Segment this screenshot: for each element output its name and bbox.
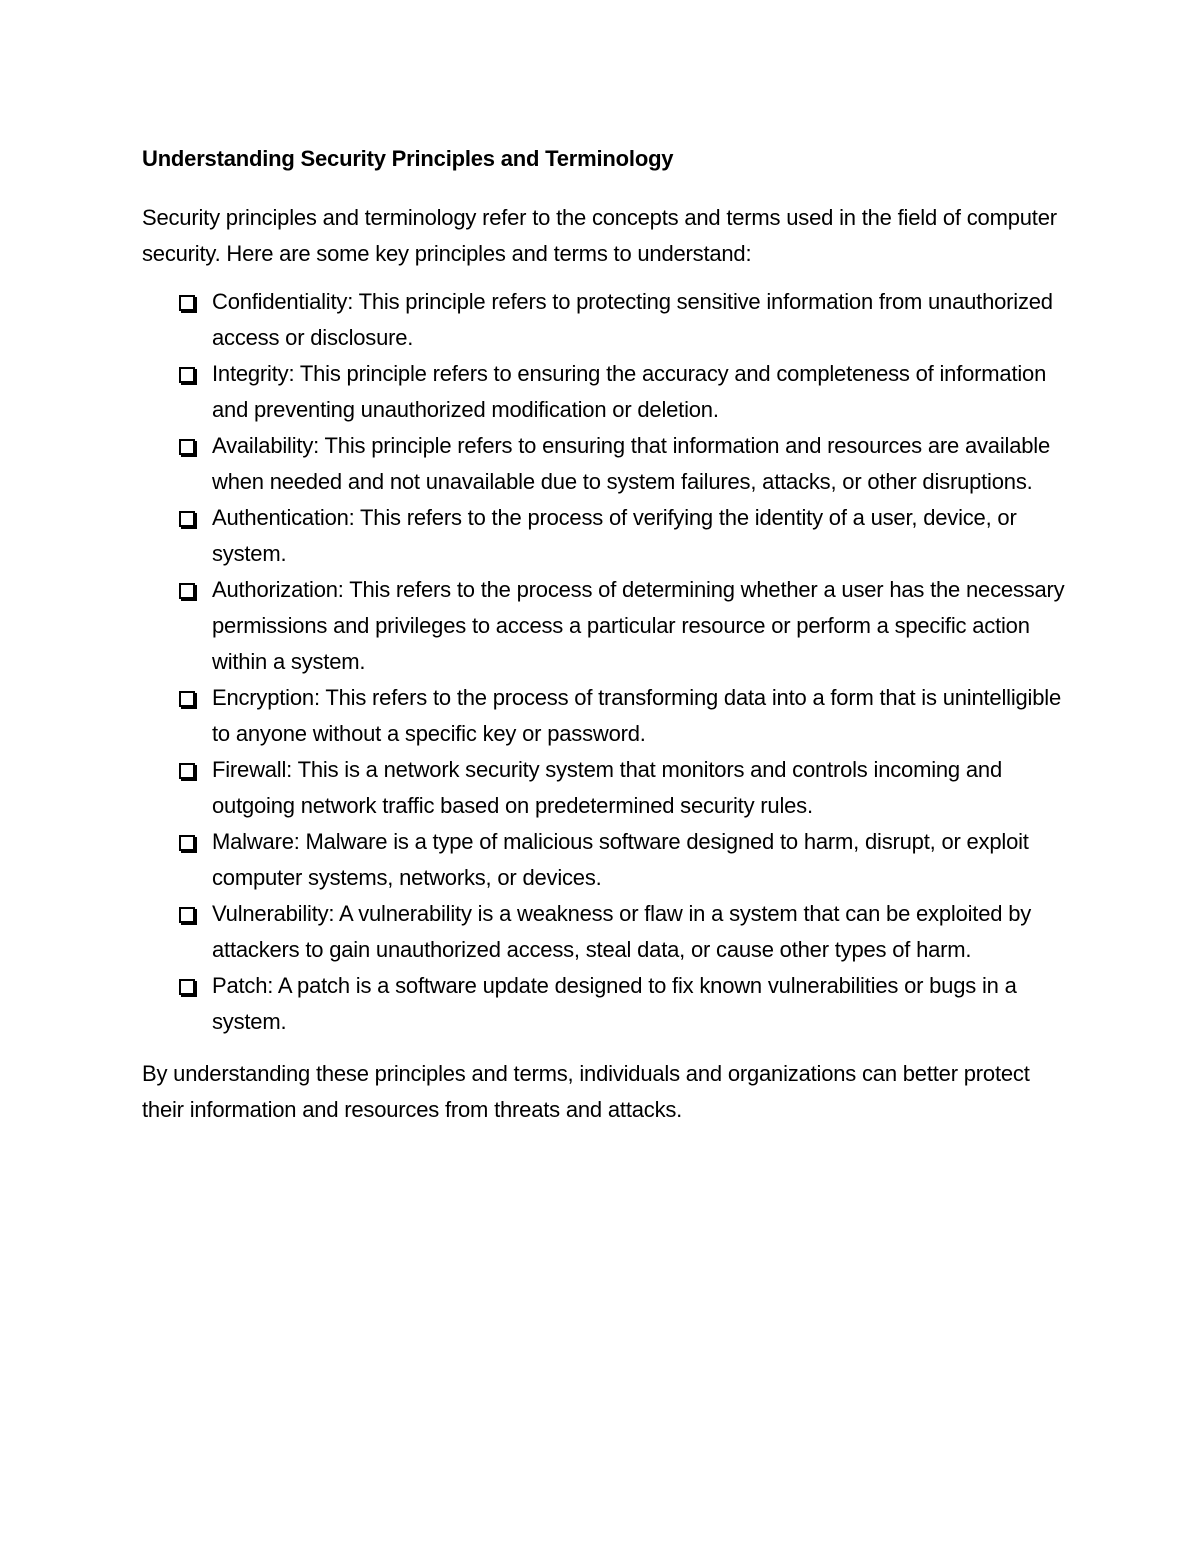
list-item [212,356,1072,428]
closing-paragraph: By understanding these principles and terms, individuals and organizations can better protect their information and resources from threats and attacks. [142,1061,1030,1122]
checkbox-square-icon [179,367,195,383]
list-item-text: Patch: A patch is a software update designed to fix known vulnerabilities or bugs in a system. [212,973,1017,1034]
checkbox-square-icon [179,295,195,311]
checkbox-square-icon [179,511,195,527]
list-item-text: Encryption: This refers to the process of transforming data into a form that is unintelligible to anyone without a specific key or password. [212,685,1061,746]
list-item [212,752,1072,824]
checkbox-square-icon [179,979,195,995]
list-item [212,428,1072,500]
list-item [212,680,1072,752]
list-item-text: Integrity: This principle refers to ensuring the accuracy and completeness of information and preventing unauthorized modification or deletion. [212,361,1047,422]
list-item [212,500,1072,572]
checkbox-square-icon [179,763,195,779]
intro-paragraph: Security principles and terminology refer to the concepts and terms used in the field of computer security. Here are some key principles and terms to understand: [142,205,1057,266]
list-item [212,896,1072,968]
list-item [212,284,1072,356]
list-item-text: Confidentiality: This principle refers to protecting sensitive information from unauthorized access or disclosure. [212,289,1053,350]
list-item [212,968,1072,1040]
checkbox-square-icon [179,907,195,923]
list-item [212,572,1072,680]
list-item-text: Availability: This principle refers to ensuring that information and resources are available when needed and not unavailable due to system failures, attacks, or other disruptions. [212,433,1051,494]
list-item [212,824,1072,896]
list-item-text: Authorization: This refers to the process of determining whether a user has the necessary permissions and privileges to access a particular resource or perform a specific action within a system. [212,577,1065,674]
list-item-text: Authentication: This refers to the process of verifying the identity of a user, device, or system. [212,505,1017,566]
list-item-text: Vulnerability: A vulnerability is a weakness or flaw in a system that can be exploited by attackers to gain unauthorized access, steal data, or cause other types of harm. [212,901,1032,962]
document-title: Understanding Security Principles and Terminology [142,146,674,171]
principles-list [142,284,1072,1040]
list-item-text: Firewall: This is a network security system that monitors and controls incoming and outgoing network traffic based on predetermined security rules. [212,757,1002,818]
checkbox-square-icon [179,835,195,851]
checkbox-square-icon [179,583,195,599]
checkbox-square-icon [179,439,195,455]
document-body [142,144,1072,1128]
checkbox-square-icon [179,691,195,707]
list-item-text: Malware: Malware is a type of malicious software designed to harm, disrupt, or exploit computer systems, networks, or devices. [212,829,1029,890]
